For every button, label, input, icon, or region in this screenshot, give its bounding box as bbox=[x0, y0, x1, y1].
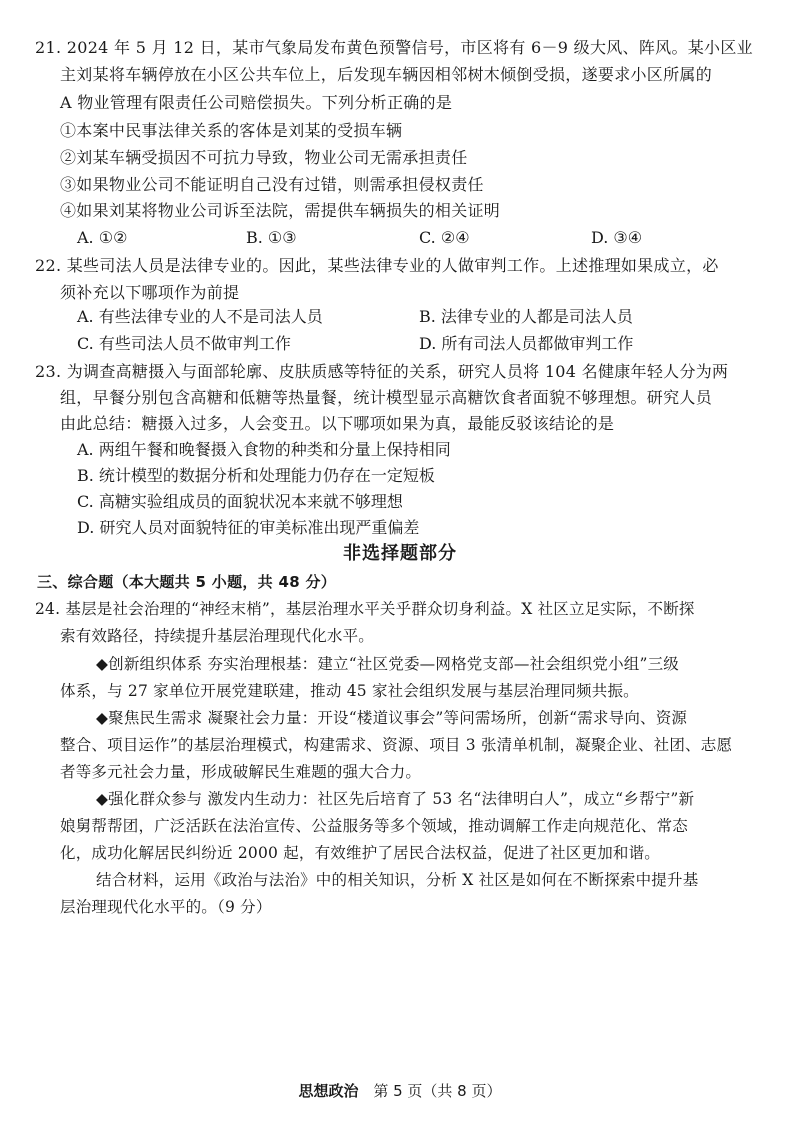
q24-question-line-2: 层治理现代化水平的。（9 分） bbox=[60, 898, 272, 916]
q23-option-d: D. 研究人员对面貌特征的审美标准出现严重偏差 bbox=[77, 518, 420, 537]
q21-option-a: A. ①② bbox=[77, 228, 128, 247]
footer-subject: 思想政治 bbox=[298, 1082, 359, 1100]
q24-question-line-1: 结合材料，运用《政治与法治》中的相关知识，分析 X 社区是如何在不断探索中提升基 bbox=[96, 871, 699, 889]
q21-option-b: B. ①③ bbox=[246, 228, 297, 247]
q24-para3-line-2: 娘舅帮帮团，广泛活跃在法治宣传、公益服务等多个领域，推动调解工作走向规范化、常态 bbox=[60, 817, 689, 835]
q21-stem-line-2: 主刘某将车辆停放在小区公共车位上，后发现车辆因相邻树木倾倒受损，遂要求小区所属的 bbox=[60, 65, 713, 84]
q22-stem-line-2: 须补充以下哪项作为前提 bbox=[60, 283, 240, 302]
q23-option-a: A. 两组午餐和晚餐摄入食物的种类和分量上保持相同 bbox=[77, 440, 451, 459]
q21-statement-4: ④如果刘某将物业公司诉至法院，需提供车辆损失的相关证明 bbox=[60, 201, 501, 220]
section-title: 非选择题部分 bbox=[343, 543, 457, 564]
q21-option-c: C. ②④ bbox=[419, 228, 470, 247]
q22-option-a: A. 有些法律专业的人不是司法人员 bbox=[77, 307, 323, 326]
q23-stem-line-1: 23. 为调查高糖摄入与面部轮廓、皮肤质感等特征的关系，研究人员将 104 名健康年轻人分为两 bbox=[35, 362, 729, 381]
q24-intro-line-2: 索有效路径，持续提升基层治理现代化水平。 bbox=[60, 627, 375, 645]
q21-option-d: D. ③④ bbox=[591, 228, 643, 247]
q21-statement-2: ②刘某车辆受损因不可抗力导致，物业公司无需承担责任 bbox=[60, 148, 468, 167]
q24-intro-line-1: 24. 基层是社会治理的“神经末梢”，基层治理水平关乎群众切身利益。X 社区立足实际，不断探 bbox=[35, 600, 695, 618]
q22-option-d: D. 所有司法人员都做审判工作 bbox=[419, 334, 634, 353]
q24-para2-line-3: 者等多元社会力量，形成破解民生难题的强大合力。 bbox=[60, 763, 422, 781]
q23-option-b: B. 统计模型的数据分析和处理能力仍存在一定短板 bbox=[77, 466, 435, 485]
q21-stem-line-3: A 物业管理有限责任公司赔偿损失。下列分析正确的是 bbox=[60, 93, 453, 112]
page-footer bbox=[0, 1081, 800, 1101]
q21-statement-1: ①本案中民事法律关系的客体是刘某的受损车辆 bbox=[60, 121, 403, 140]
q21-stem-line-1: 21. 2024 年 5 月 12 日，某市气象局发布黄色预警信号，市区将有 6－9 级大风、阵风。某小区业 bbox=[35, 38, 753, 57]
q24-para1-line-2: 体系，与 27 家单位开展党建联建，推动 45 家社会组织发展与基层治理同频共振。 bbox=[60, 682, 639, 700]
q24-para3-line-1: ◆强化群众参与 激发内生动力：社区先后培育了 53 名“法律明白人”，成立“乡帮宁”新 bbox=[96, 790, 695, 808]
q22-stem-line-1: 22. 某些司法人员是法律专业的。因此，某些法律专业的人做审判工作。上述推理如果成立，必 bbox=[35, 256, 719, 275]
q22-option-b: B. 法律专业的人都是司法人员 bbox=[419, 307, 633, 326]
q24-para2-line-1: ◆聚焦民生需求 凝聚社会力量：开设“楼道议事会”等问需场所，创新“需求导向、资源 bbox=[96, 709, 688, 727]
footer-page-number: 第 5 页（共 8 页） bbox=[373, 1082, 502, 1100]
part3-header: 三、综合题（本大题共 5 小题，共 48 分） bbox=[37, 573, 337, 591]
q23-option-c: C. 高糖实验组成员的面貌状况本来就不够理想 bbox=[77, 492, 403, 511]
q23-stem-line-3: 由此总结：糖摄入过多，人会变丑。以下哪项如果为真，最能反驳该结论的是 bbox=[60, 414, 615, 433]
q23-stem-line-2: 组，早餐分别包含高糖和低糖等热量餐，统计模型显示高糖饮食者面貌不够理想。研究人员 bbox=[60, 388, 713, 407]
q24-para2-line-2: 整合、项目运作”的基层治理模式，构建需求、资源、项目 3 张清单机制，凝聚企业、社团、志愿 bbox=[60, 736, 733, 754]
q21-statement-3: ③如果物业公司不能证明自己没有过错，则需承担侵权责任 bbox=[60, 175, 484, 194]
q24-para1-line-1: ◆创新组织体系 夯实治理根基：建立“社区党委—网格党支部—社会组织党小组”三级 bbox=[96, 655, 679, 673]
q24-para3-line-3: 化，成功化解居民纠纷近 2000 起，有效维护了居民合法权益，促进了社区更加和谐。 bbox=[60, 844, 661, 862]
q22-option-c: C. 有些司法人员不做审判工作 bbox=[77, 334, 291, 353]
